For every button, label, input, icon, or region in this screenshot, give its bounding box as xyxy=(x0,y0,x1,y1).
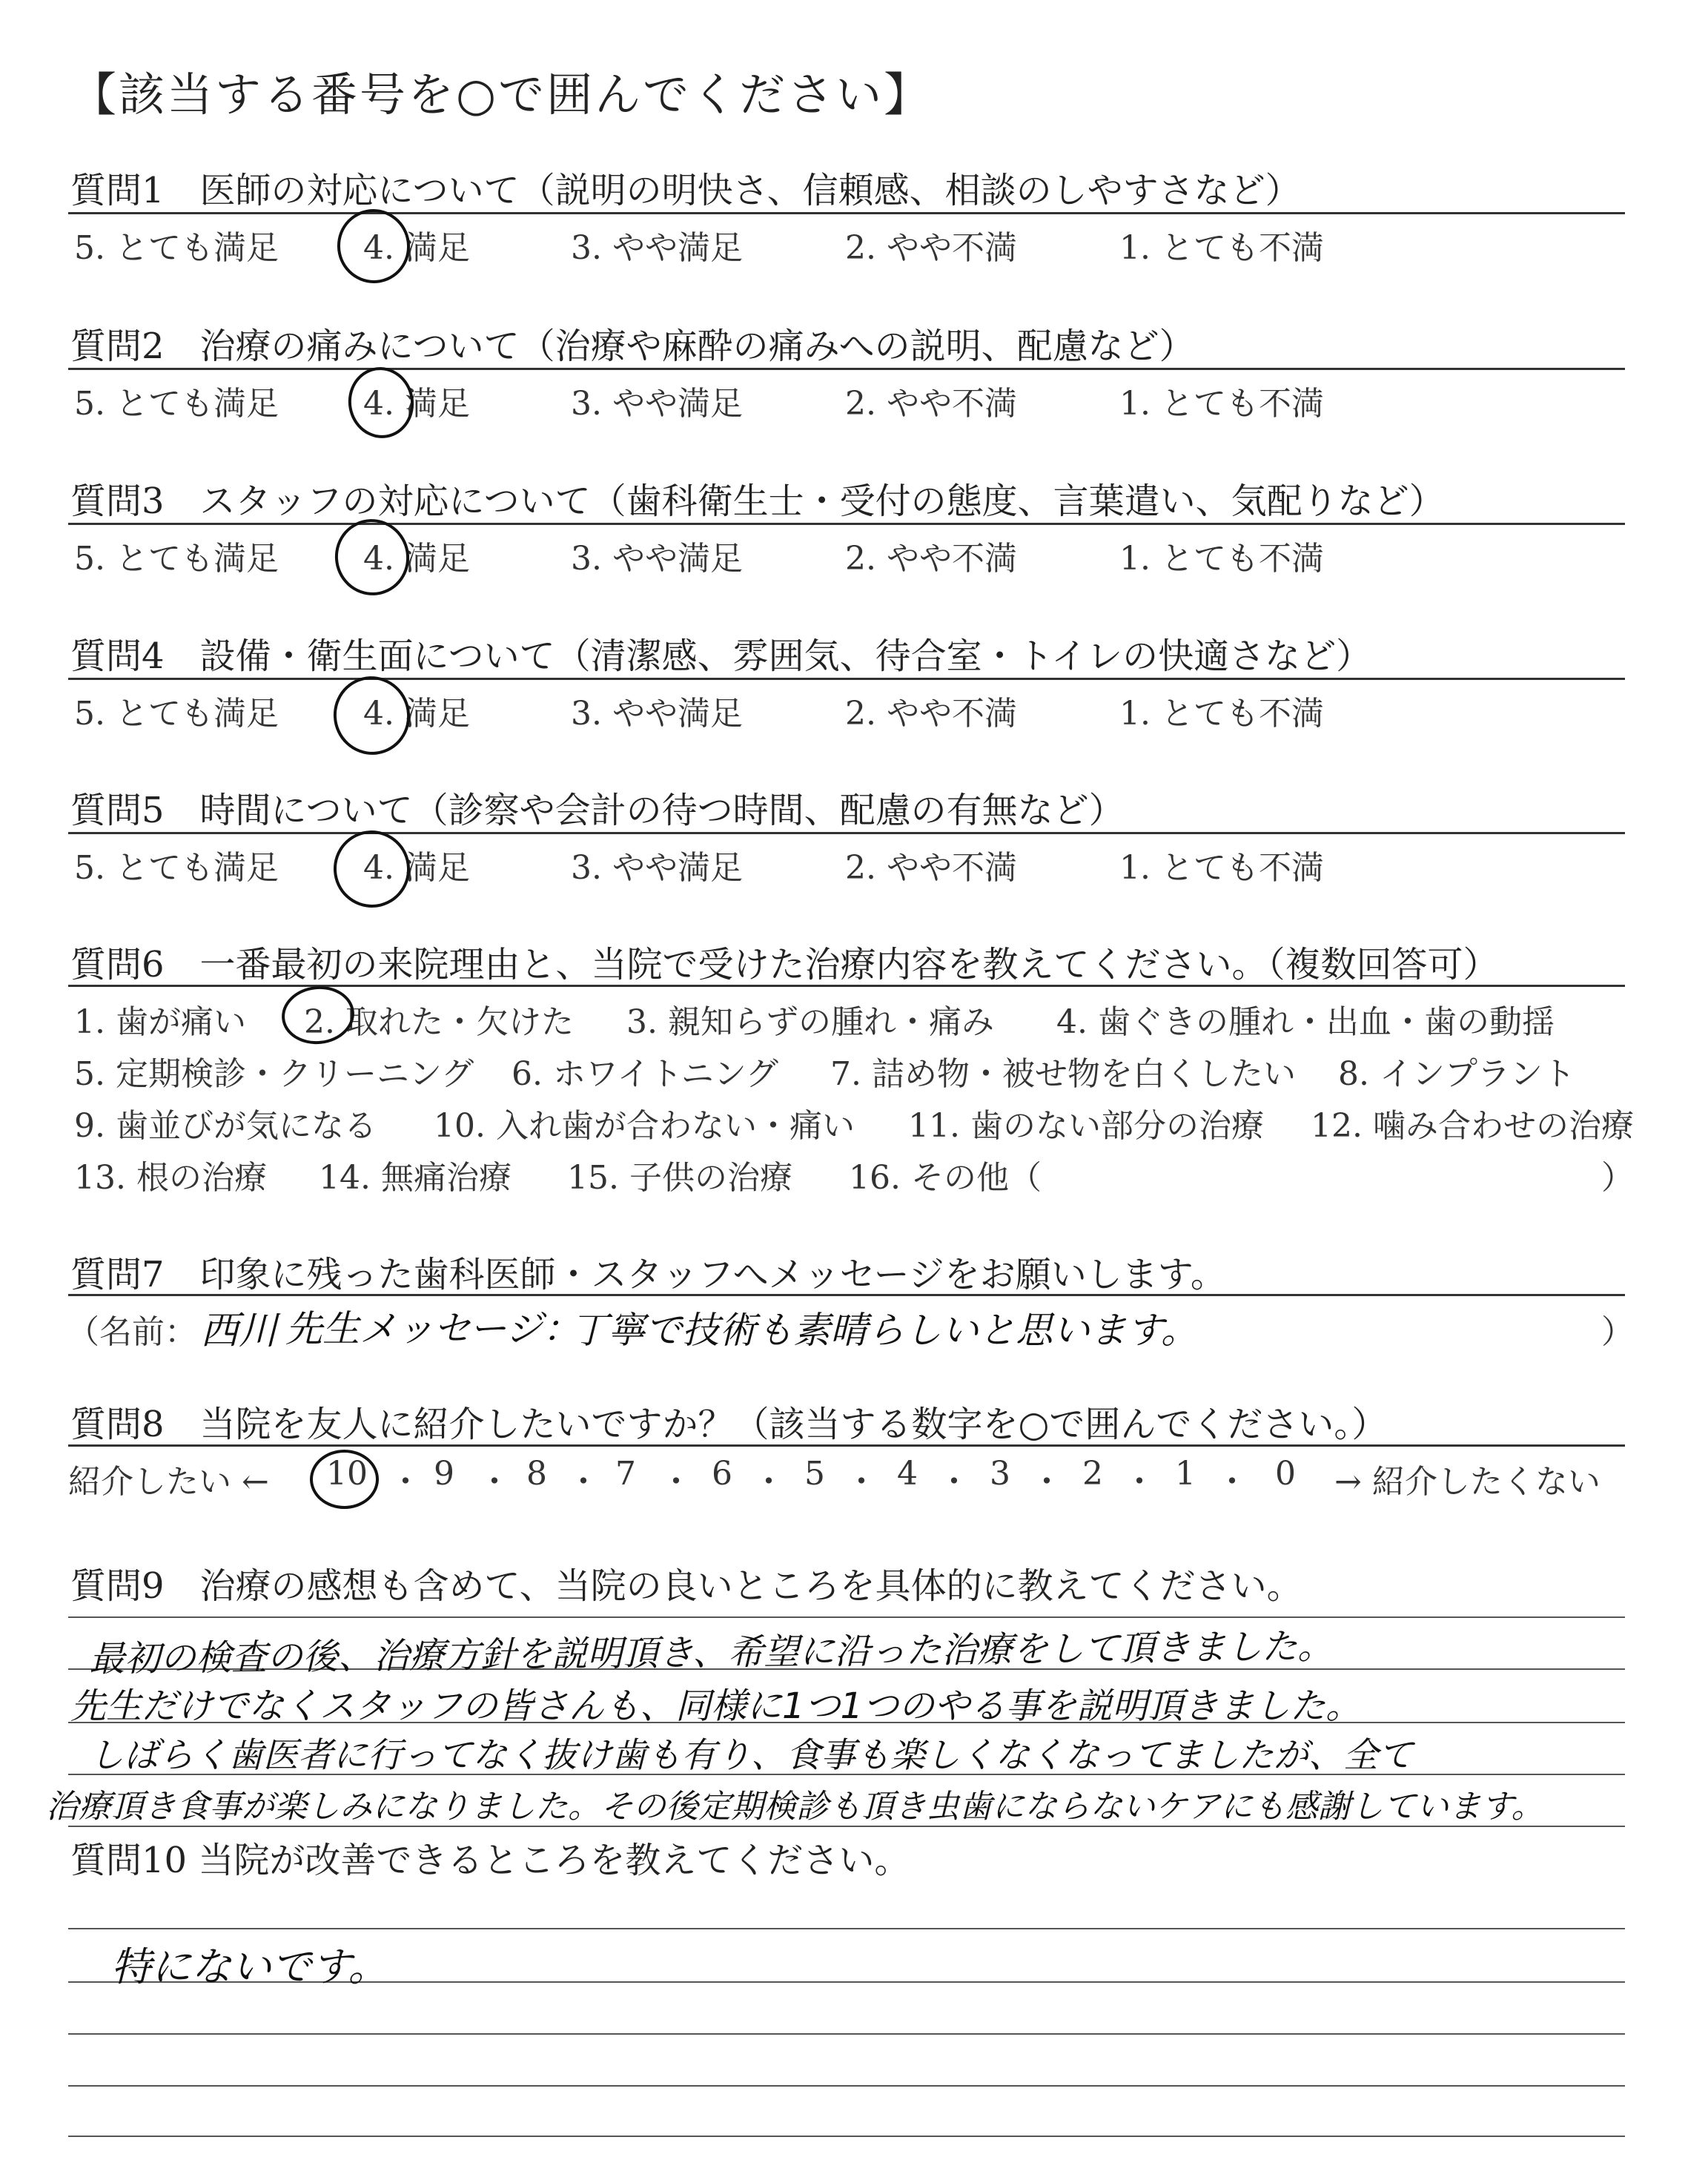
q8-sep: ・ xyxy=(660,1463,692,1501)
question-4-label: 質問4 設備・衛生面について（清潔感、雰囲気、待合室・トイレの快適さなど） xyxy=(70,635,1372,677)
question-8-rule xyxy=(68,1444,1625,1447)
q7-close-paren: ） xyxy=(1601,1313,1634,1351)
q8-sep: ・ xyxy=(389,1463,422,1501)
q9-answer-text-4[interactable]: 治療頂き食事が楽しみになりました。その後定期検診も頂き虫歯にならないケアにも感謝しています。 xyxy=(46,1788,1544,1826)
q4-option-4[interactable]: 4. 満足 xyxy=(363,695,470,733)
question-1-rule xyxy=(68,212,1625,214)
q8-value-10[interactable]: 10 xyxy=(326,1455,368,1493)
q6-option-1[interactable]: 1. 歯が痛い xyxy=(74,1003,246,1041)
q2-option-4[interactable]: 4. 満足 xyxy=(363,385,470,423)
q6-option-2[interactable]: 2. 取れた・欠けた xyxy=(304,1003,574,1041)
q6-option-3[interactable]: 3. 親知らずの腫れ・痛み xyxy=(626,1003,994,1041)
q3-selection-circle xyxy=(327,511,417,603)
q10-answer-line-3 xyxy=(68,2033,1625,2035)
q8-value-9[interactable]: 9 xyxy=(434,1455,454,1493)
q8-value-3[interactable]: 3 xyxy=(990,1455,1010,1493)
q6-option-7[interactable]: 7. 詰め物・被せ物を白くしたい xyxy=(830,1055,1296,1093)
question-6-rule xyxy=(68,985,1625,987)
q6-option-14[interactable]: 14. 無痛治療 xyxy=(319,1159,512,1197)
q6-option-9[interactable]: 9. 歯並びが気になる xyxy=(74,1107,377,1145)
q1-option-2[interactable]: 2. やや不満 xyxy=(845,229,1017,267)
q8-left-label: 紹介したい ← xyxy=(68,1463,269,1501)
q10-answer-line-5 xyxy=(68,2136,1625,2137)
q2-option-3[interactable]: 3. やや満足 xyxy=(571,385,743,423)
q4-selection-circle xyxy=(325,668,419,763)
q6-option-16[interactable]: 16. その他（ xyxy=(849,1159,1042,1197)
question-3-rule xyxy=(68,523,1625,525)
q7-sensei-label: 先生メッセージ： xyxy=(285,1307,580,1350)
q9-answer-text-1[interactable]: 最初の検査の後、治療方針を説明頂き、希望に沿った治療をして頂きました。 xyxy=(88,1625,1334,1680)
question-2-rule xyxy=(68,368,1625,370)
q10-answer-line-1 xyxy=(68,1928,1625,1929)
q3-option-4[interactable]: 4. 満足 xyxy=(363,540,470,578)
q4-option-5[interactable]: 5. とても満足 xyxy=(74,695,279,733)
q8-value-7[interactable]: 7 xyxy=(615,1455,636,1493)
question-1-label: 質問1 医師の対応について（説明の明快さ、信頼感、相談のしやすさなど） xyxy=(70,170,1301,211)
q6-option-5[interactable]: 5. 定期検診・クリーニング xyxy=(74,1055,474,1093)
q8-value-1[interactable]: 1 xyxy=(1175,1455,1196,1493)
q8-sep: ・ xyxy=(845,1463,878,1501)
q8-value-4[interactable]: 4 xyxy=(897,1455,918,1493)
q8-right-label: → 紹介したくない xyxy=(1334,1463,1601,1501)
q5-option-5[interactable]: 5. とても満足 xyxy=(74,849,279,887)
q6-option-12[interactable]: 12. 噛み合わせの治療 xyxy=(1311,1107,1634,1145)
q5-option-1[interactable]: 1. とても不満 xyxy=(1119,849,1324,887)
q2-option-5[interactable]: 5. とても満足 xyxy=(74,385,279,423)
q3-option-3[interactable]: 3. やや満足 xyxy=(571,540,743,578)
q6-option-11[interactable]: 11. 歯のない部分の治療 xyxy=(908,1107,1264,1145)
q8-sep: ・ xyxy=(478,1463,511,1501)
question-8-scale-row xyxy=(0,1455,1708,1499)
q5-option-3[interactable]: 3. やや満足 xyxy=(571,849,743,887)
q6-option-4[interactable]: 4. 歯ぐきの腫れ・出血・歯の動揺 xyxy=(1056,1003,1555,1041)
question-10-label: 質問10 当院が改善できるところを教えてください。 xyxy=(70,1840,910,1881)
q7-name-value[interactable]: 西川 xyxy=(200,1309,278,1353)
page-title: 【該当する番号を○で囲んでください】 xyxy=(70,67,933,122)
question-3-label: 質問3 スタッフの対応について（歯科衛生士・受付の態度、言葉遣い、気配りなど） xyxy=(70,480,1445,522)
q4-option-1[interactable]: 1. とても不満 xyxy=(1119,695,1324,733)
q6-option-13[interactable]: 13. 根の治療 xyxy=(74,1159,267,1197)
q8-value-8[interactable]: 8 xyxy=(526,1455,547,1493)
q8-sep: ・ xyxy=(1123,1463,1156,1501)
question-5-rule xyxy=(68,832,1625,834)
q8-sep: ・ xyxy=(1216,1463,1248,1501)
question-8-label: 質問8 当院を友人に紹介したいですか？（該当する数字を○で囲んでください。） xyxy=(70,1404,1388,1445)
q4-option-2[interactable]: 2. やや不満 xyxy=(845,695,1017,733)
q3-option-2[interactable]: 2. やや不満 xyxy=(845,540,1017,578)
question-7-rule xyxy=(68,1294,1625,1296)
q8-value-5[interactable]: 5 xyxy=(804,1455,825,1493)
q1-option-4[interactable]: 4. 満足 xyxy=(363,229,470,267)
question-6-label: 質問6 一番最初の来院理由と、当院で受けた治療内容を教えてください。（複数回答可） xyxy=(70,944,1499,985)
q1-option-5[interactable]: 5. とても満足 xyxy=(74,229,279,267)
q6-close-paren: ） xyxy=(1601,1159,1634,1197)
q10-answer-line-4 xyxy=(68,2085,1625,2087)
q8-value-0[interactable]: 0 xyxy=(1275,1455,1296,1493)
q9-answer-line-1 xyxy=(68,1616,1625,1618)
q9-answer-text-2[interactable]: 先生だけでなくスタッフの皆さんも、同様に1つ1つのやる事を説明頂きました。 xyxy=(70,1685,1362,1727)
q9-answer-text-3[interactable]: しばらく歯医者に行ってなく抜け歯も有り、食事も楽しくなくなってましたが、全て xyxy=(89,1735,1413,1776)
q8-sep: ・ xyxy=(752,1463,785,1501)
q2-selection-circle xyxy=(342,362,419,443)
q6-option-6[interactable]: 6. ホワイトニング xyxy=(512,1055,779,1093)
q8-sep: ・ xyxy=(938,1463,970,1501)
q5-option-2[interactable]: 2. やや不満 xyxy=(845,849,1017,887)
question-2-label: 質問2 治療の痛みについて（治療や麻酔の痛みへの説明、配慮など） xyxy=(70,326,1195,367)
q6-option-15[interactable]: 15. 子供の治療 xyxy=(567,1159,792,1197)
q5-option-4[interactable]: 4. 満足 xyxy=(363,849,470,887)
q2-option-2[interactable]: 2. やや不満 xyxy=(845,385,1017,423)
q3-option-1[interactable]: 1. とても不満 xyxy=(1119,540,1324,578)
q1-option-3[interactable]: 3. やや満足 xyxy=(571,229,743,267)
question-7-label: 質問7 印象に残った歯科医師・スタッフへメッセージをお願いします。 xyxy=(70,1254,1226,1295)
q2-option-1[interactable]: 1. とても不満 xyxy=(1119,385,1324,423)
q8-sep: ・ xyxy=(567,1463,600,1501)
q7-name-prefix: （名前： xyxy=(67,1313,197,1351)
q8-sep: ・ xyxy=(1030,1463,1063,1501)
q8-value-2[interactable]: 2 xyxy=(1082,1455,1103,1493)
q8-value-6[interactable]: 6 xyxy=(712,1455,732,1493)
q5-selection-circle xyxy=(325,822,418,916)
question-5-label: 質問5 時間について（診察や会計の待つ時間、配慮の有無など） xyxy=(70,790,1125,831)
question-9-label: 質問9 治療の感想も含めて、当院の良いところを具体的に教えてください。 xyxy=(70,1565,1302,1607)
q6-option-8[interactable]: 8. インプラント xyxy=(1338,1055,1575,1093)
q10-answer-text[interactable]: 特にないです。 xyxy=(111,1943,388,1990)
q7-message[interactable]: 丁寧で技術も素晴らしいと思います。 xyxy=(571,1309,1198,1352)
q1-selection-circle xyxy=(331,202,417,290)
q3-option-5[interactable]: 5. とても満足 xyxy=(74,540,279,578)
q8-selection-circle xyxy=(310,1450,379,1509)
q1-option-1[interactable]: 1. とても不満 xyxy=(1119,229,1324,267)
question-4-rule xyxy=(68,678,1625,680)
q6-option-10[interactable]: 10. 入れ歯が合わない・痛い xyxy=(434,1107,855,1145)
q4-option-3[interactable]: 3. やや満足 xyxy=(571,695,743,733)
